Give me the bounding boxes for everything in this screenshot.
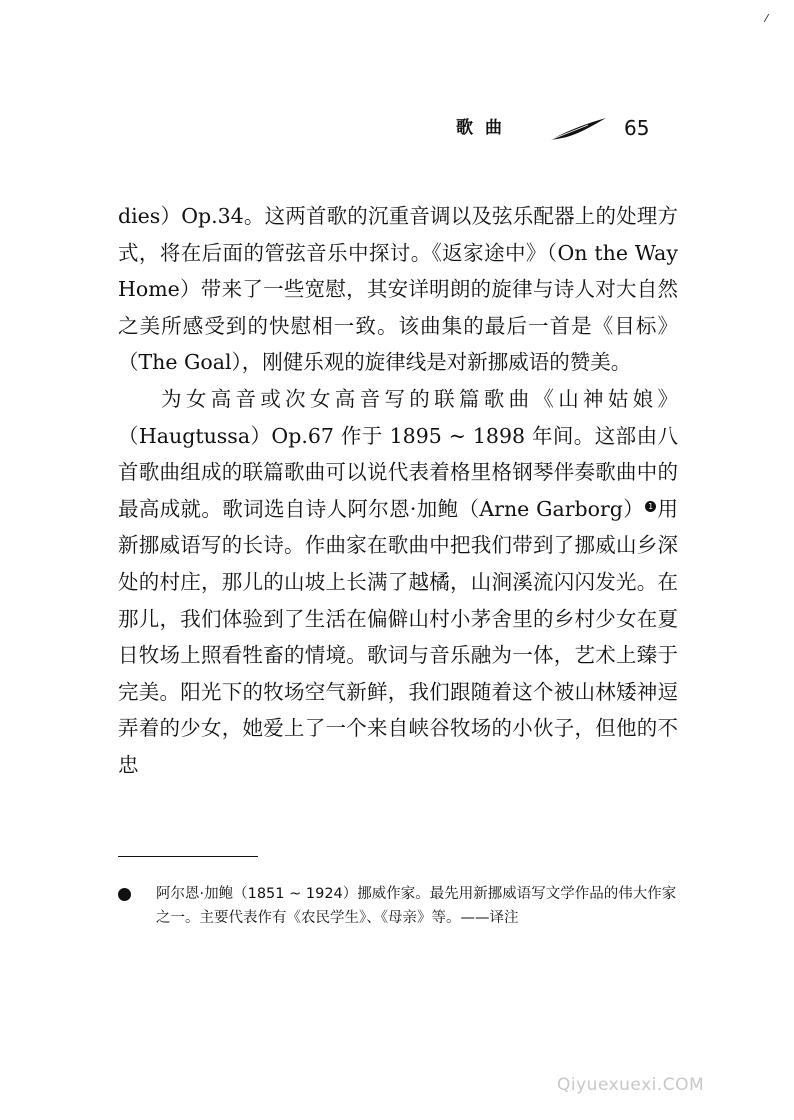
footnote-divider (118, 856, 258, 857)
paragraph-text: 为女高音或次女高音写的联篇歌曲《山神姑娘》（Haugtussa）Op.67 作于 1895 ~ 1898 年间。这部由八首歌曲组成的联篇歌曲可以说代表着格里格钢琴伴奏歌曲中的最高成就。歌词选自诗人阿尔恩·加鲍（Arne Garborg） (118, 386, 678, 521)
paragraph-text: 用新挪威语写的长诗。作曲家在歌曲中把我们带到了挪威山乡深处的村庄，那儿的山坡上长满了越橘，山涧溪流闪闪发光。在那儿，我们体验到了生活在偏僻山村小茅舍里的乡村少女在夏日牧场上照看牲畜的情境。歌词与音乐融为一体，艺术上臻于完美。阳光下的牧场空气新鲜，我们跟随着这个被山林矮神逗弄着的少女，她爱上了一个来自峡谷牧场的小伙子，但他的不忠 (118, 496, 678, 777)
footnote-text: 阿尔恩·加鲍（1851 ~ 1924）挪威作家。最先用新挪威语写文学作品的伟大作家之一。主要代表作有《农民学生》、《母亲》等。——译注 (156, 886, 677, 926)
body-text (118, 198, 678, 784)
watermark: Qiyuexuexi.COM (557, 1075, 705, 1095)
footnote-marker-icon (118, 888, 131, 901)
quill-icon (548, 116, 608, 142)
page-number: 65 (624, 116, 650, 140)
header-title: 歌曲 (456, 118, 514, 138)
paragraph (118, 381, 678, 784)
footnote-reference[interactable]: 1 (645, 501, 656, 512)
paragraph: dies）Op.34。这两首歌的沉重音调以及弦乐配器上的处理方式，将在后面的管弦音乐中探讨。《返家途中》（On the Way Home）带来了一些宽慰，其安详明朗的旋律与诗人对大自然之美所感受到的快慰相一致。该曲集的最后一首是《目标》（The Goal），刚健乐观的旋律线是对新挪威语的赞美。 (118, 204, 678, 375)
corner-mark (764, 14, 776, 22)
running-header (456, 114, 696, 148)
